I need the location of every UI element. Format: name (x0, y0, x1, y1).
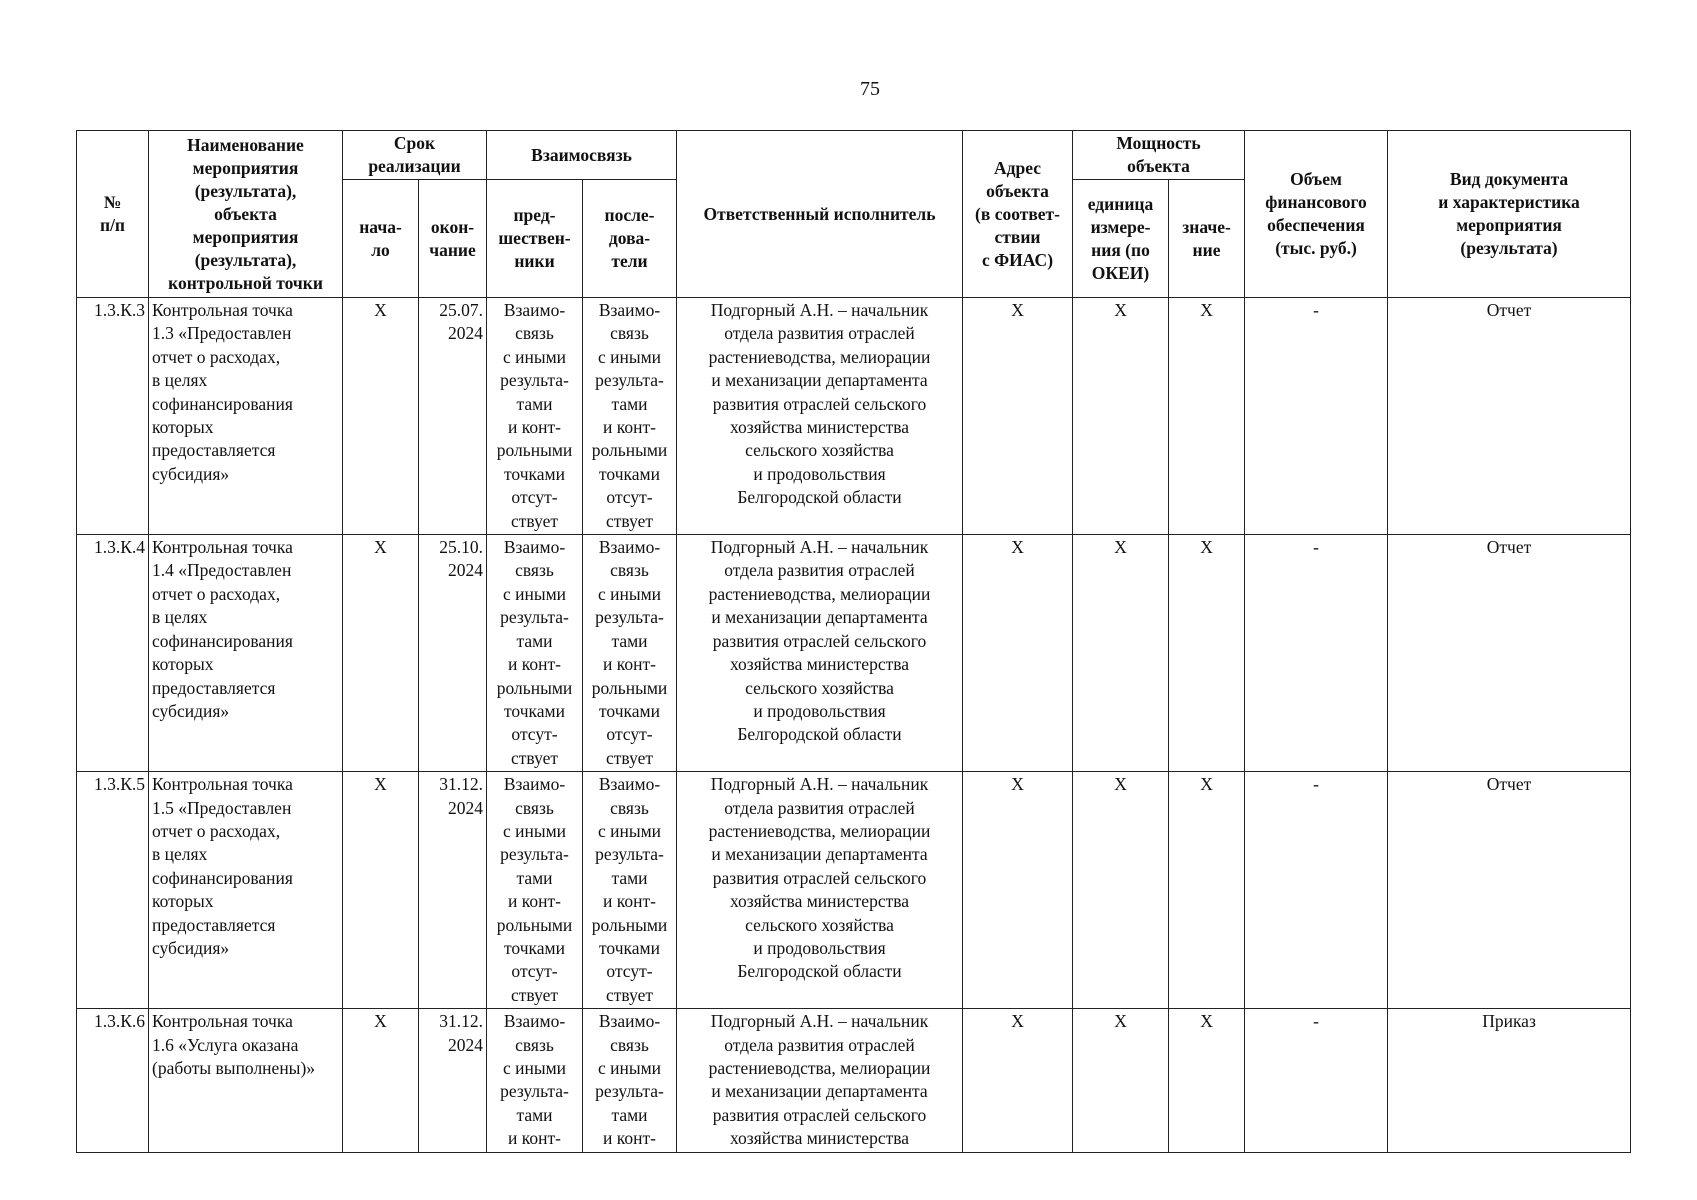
page-number: 75 (860, 78, 880, 100)
row-value: Х (1169, 535, 1245, 772)
plan-table (76, 130, 1631, 1153)
row-name: Контрольная точка 1.3 «Предоставлен отчет о расходах, в целях софинансирования которых предоставляется субсидия» (149, 298, 343, 535)
row-num: 1.3.К.5 (77, 772, 149, 1009)
row-end: 31.12. 2024 (419, 772, 487, 1009)
header-relation-prev: пред- шествен- ники (487, 180, 583, 298)
row-num: 1.3.К.4 (77, 535, 149, 772)
header-finance: Объем финансового обеспечения (тыс. руб.) (1245, 131, 1388, 298)
header-relation-next: после- дова- тели (583, 180, 677, 298)
table-body (77, 298, 1631, 1153)
row-next: Взаимо- связь с иными результа- тами и конт- рольными точками отсут- ствует (583, 772, 677, 1009)
row-responsible: Подгорный А.Н. – начальник отдела развития отраслей растениеводства, мелиорации и механизации департамента развития отраслей сельского хозяйства министерства (677, 1009, 963, 1152)
row-unit: Х (1073, 772, 1169, 1009)
row-doc: Отчет (1388, 535, 1631, 772)
row-finance: - (1245, 772, 1388, 1009)
row-responsible: Подгорный А.Н. – начальник отдела развития отраслей растениеводства, мелиорации и механизации департамента развития отраслей сельского хозяйства министерства сельского хозяйства и продовольствия Белгородской области (677, 298, 963, 535)
header-responsible: Ответственный исполнитель (677, 131, 963, 298)
header-capacity-unit: единица измере- ния (по ОКЕИ) (1073, 180, 1169, 298)
row-num: 1.3.К.3 (77, 298, 149, 535)
table-row (77, 535, 1631, 772)
row-address: Х (963, 298, 1073, 535)
header-term: Срок реализации (343, 131, 487, 180)
row-end: 31.12. 2024 (419, 1009, 487, 1152)
row-responsible: Подгорный А.Н. – начальник отдела развития отраслей растениеводства, мелиорации и механизации департамента развития отраслей сельского хозяйства министерства сельского хозяйства и продовольствия Белгородской области (677, 535, 963, 772)
header-term-end: окон- чание (419, 180, 487, 298)
row-unit: Х (1073, 298, 1169, 535)
row-next: Взаимо- связь с иными результа- тами и конт- рольными точками отсут- ствует (583, 298, 677, 535)
row-start: Х (343, 298, 419, 535)
row-prev: Взаимо- связь с иными результа- тами и конт- рольными точками отсут- ствует (487, 535, 583, 772)
row-end: 25.07. 2024 (419, 298, 487, 535)
header-num: № п/п (77, 131, 149, 298)
row-num: 1.3.К.6 (77, 1009, 149, 1152)
row-prev: Взаимо- связь с иными результа- тами и конт- (487, 1009, 583, 1152)
header-term-start: нача- ло (343, 180, 419, 298)
row-start: Х (343, 1009, 419, 1152)
header-address: Адрес объекта (в соответ- ствии с ФИАС) (963, 131, 1073, 298)
row-next: Взаимо- связь с иными результа- тами и конт- рольными точками отсут- ствует (583, 535, 677, 772)
row-name: Контрольная точка 1.4 «Предоставлен отчет о расходах, в целях софинансирования которых предоставляется субсидия» (149, 535, 343, 772)
row-finance: - (1245, 1009, 1388, 1152)
row-responsible: Подгорный А.Н. – начальник отдела развития отраслей растениеводства, мелиорации и механизации департамента развития отраслей сельского хозяйства министерства сельского хозяйства и продовольствия Белгородской области (677, 772, 963, 1009)
header-relation: Взаимосвязь (487, 131, 677, 180)
row-finance: - (1245, 298, 1388, 535)
row-prev: Взаимо- связь с иными результа- тами и конт- рольными точками отсут- ствует (487, 772, 583, 1009)
row-name: Контрольная точка 1.6 «Услуга оказана (работы выполнены)» (149, 1009, 343, 1152)
row-start: Х (343, 535, 419, 772)
row-prev: Взаимо- связь с иными результа- тами и конт- рольными точками отсут- ствует (487, 298, 583, 535)
header-doc-type: Вид документа и характеристика мероприятия (результата) (1388, 131, 1631, 298)
row-value: Х (1169, 298, 1245, 535)
row-address: Х (963, 535, 1073, 772)
table-row (77, 772, 1631, 1009)
header-name: Наименование мероприятия (результата), объекта мероприятия (результата), контрольной точки (149, 131, 343, 298)
header-capacity-value: значе- ние (1169, 180, 1245, 298)
row-name: Контрольная точка 1.5 «Предоставлен отчет о расходах, в целях софинансирования которых предоставляется субсидия» (149, 772, 343, 1009)
row-value: Х (1169, 772, 1245, 1009)
row-finance: - (1245, 535, 1388, 772)
row-unit: Х (1073, 535, 1169, 772)
header-capacity: Мощность объекта (1073, 131, 1245, 180)
row-doc: Отчет (1388, 772, 1631, 1009)
table-row (77, 1009, 1631, 1152)
row-address: Х (963, 772, 1073, 1009)
row-unit: Х (1073, 1009, 1169, 1152)
row-doc: Приказ (1388, 1009, 1631, 1152)
row-end: 25.10. 2024 (419, 535, 487, 772)
row-value: Х (1169, 1009, 1245, 1152)
row-next: Взаимо- связь с иными результа- тами и конт- (583, 1009, 677, 1152)
row-address: Х (963, 1009, 1073, 1152)
table-header (77, 131, 1631, 298)
table-row (77, 298, 1631, 535)
row-start: Х (343, 772, 419, 1009)
row-doc: Отчет (1388, 298, 1631, 535)
